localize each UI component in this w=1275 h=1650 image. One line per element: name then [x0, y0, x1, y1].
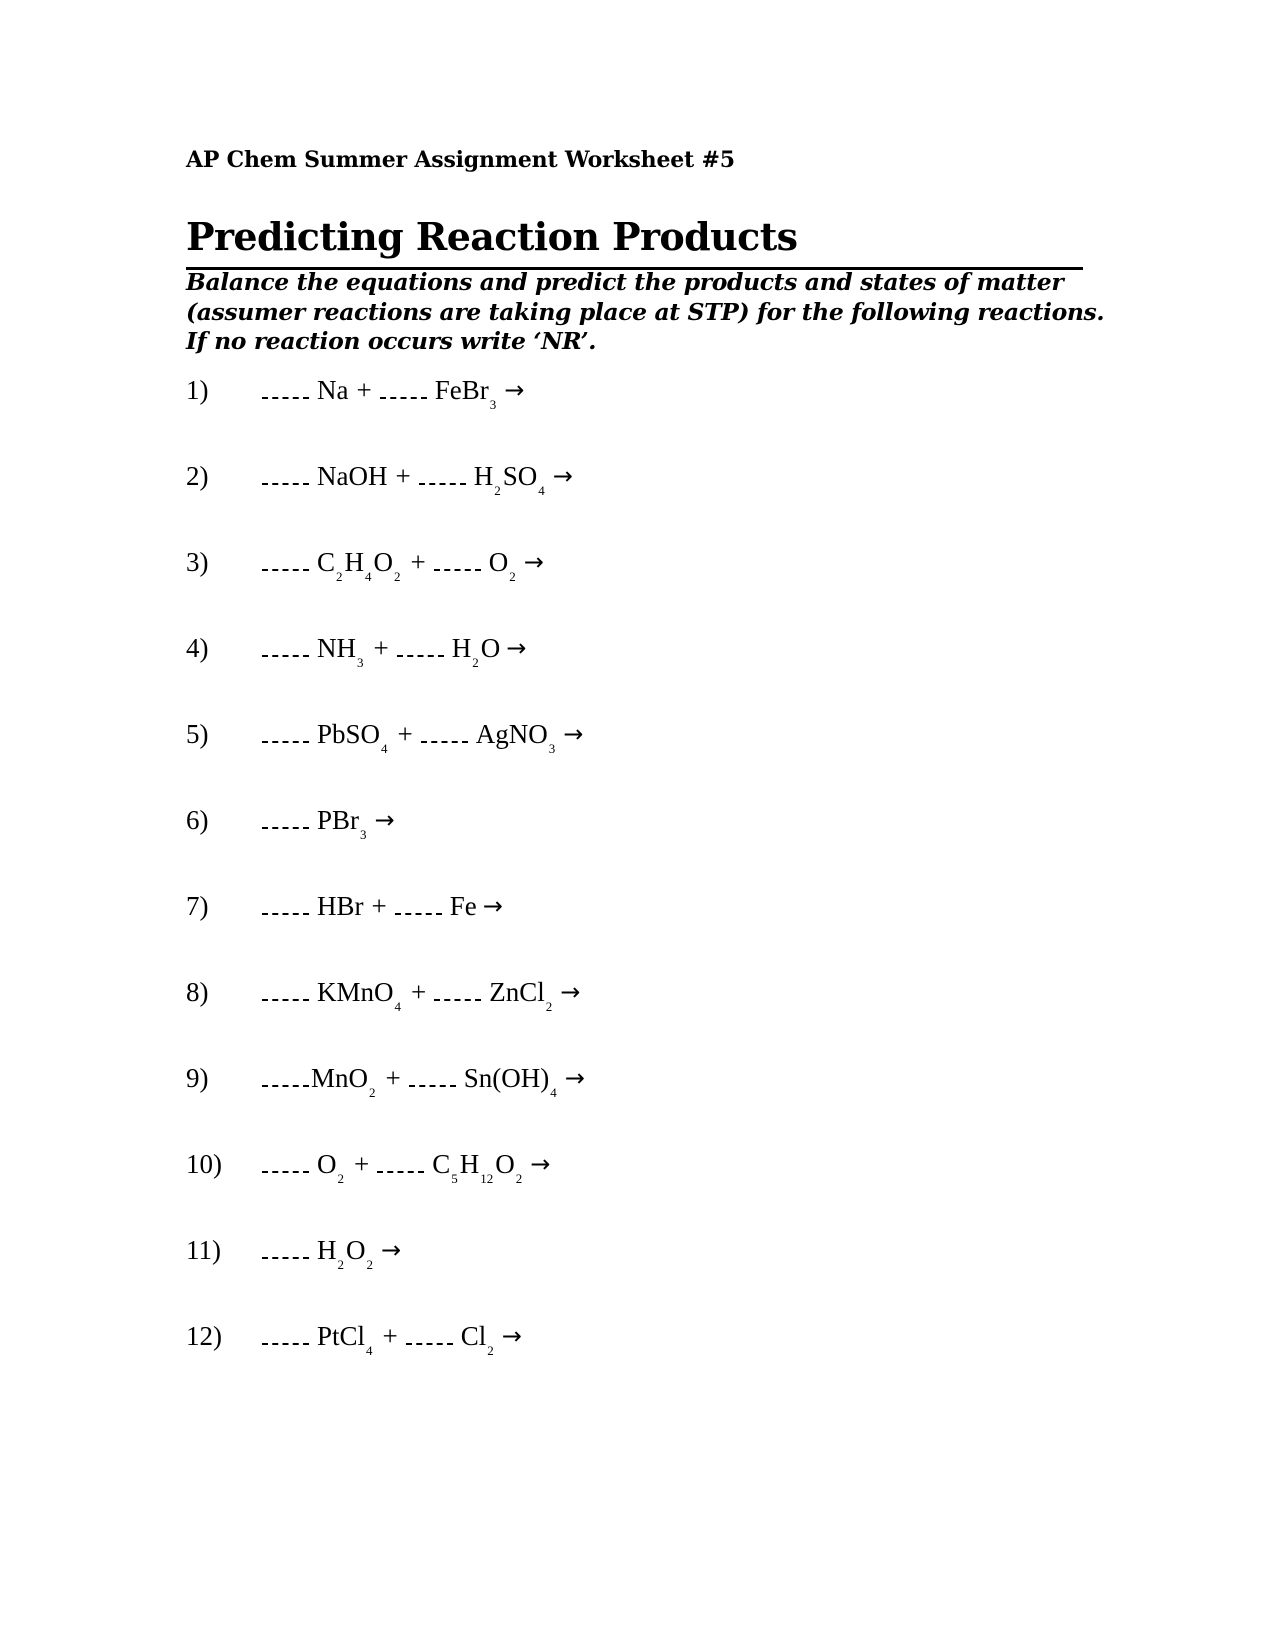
coefficient-blank: [262, 998, 309, 1001]
formula-text: Cl: [460, 1321, 487, 1351]
chemical-formula: [317, 805, 369, 842]
problem-number: 2): [186, 461, 209, 491]
formula-text: H: [317, 1235, 337, 1265]
reaction-equation: [262, 628, 526, 683]
chemical-formula: [434, 375, 499, 412]
reaction-arrow-icon: →: [374, 806, 395, 834]
problem-number: 6): [186, 805, 209, 835]
plus-sign: +: [397, 719, 413, 749]
reaction-arrow-icon: →: [563, 720, 584, 748]
plus-sign: +: [395, 461, 411, 491]
formula-subscript: 2: [515, 1171, 523, 1186]
formula-subscript: 4: [550, 1085, 557, 1100]
coefficient-blank: [409, 1084, 456, 1087]
problem-row: [186, 1058, 1086, 1098]
instructions: [186, 268, 1105, 357]
formula-subscript: 3: [360, 827, 367, 842]
coefficient-blank: [262, 1170, 309, 1173]
formula-text: Na: [317, 375, 349, 405]
plus-sign: +: [371, 891, 387, 921]
formula-text: SO: [502, 461, 538, 491]
formula-text: HBr: [317, 891, 364, 921]
coefficient-blank: [406, 1342, 453, 1345]
problem-number: 8): [186, 977, 209, 1007]
formula-subscript: 2: [337, 1257, 344, 1272]
chemical-formula: [475, 719, 558, 756]
chemical-formula: [473, 461, 547, 498]
problem-row: [186, 714, 1086, 754]
reaction-arrow-icon: →: [501, 1322, 522, 1350]
plus-sign: +: [410, 547, 426, 577]
plus-sign: +: [373, 633, 389, 663]
plus-sign: +: [356, 375, 372, 405]
instructions-line: If no reaction occurs write ‘NR’.: [186, 327, 597, 355]
reaction-equation: [262, 370, 524, 425]
formula-text: KMnO: [317, 977, 394, 1007]
formula-text: NH: [317, 633, 356, 663]
problem-row: [186, 542, 1086, 582]
coefficient-blank: [380, 396, 427, 399]
reaction-arrow-icon: →: [504, 376, 525, 404]
reaction-arrow-icon: →: [530, 1150, 551, 1178]
formula-text: O: [317, 1149, 337, 1179]
problem-row: [186, 1144, 1086, 1184]
formula-subscript: 2: [494, 483, 501, 498]
problem-number: 7): [186, 891, 209, 921]
chemical-formula: [488, 547, 518, 584]
formula-subscript: 3: [489, 397, 497, 412]
formula-subscript: 4: [366, 1343, 373, 1358]
problem-row: [186, 972, 1086, 1012]
formula-text: O: [480, 633, 501, 663]
reaction-equation: [262, 456, 573, 511]
formula-text: O: [373, 547, 394, 577]
formula-text: H: [473, 461, 494, 491]
reaction-arrow-icon: →: [552, 462, 573, 490]
chemical-formula: [463, 1063, 559, 1100]
formula-subscript: 5: [451, 1171, 458, 1186]
reaction-equation: [262, 542, 544, 597]
coefficient-blank: [434, 568, 481, 571]
formula-subscript: 2: [337, 1171, 344, 1186]
coefficient-blank: [262, 654, 309, 657]
plus-sign: +: [411, 977, 427, 1007]
formula-text: FeBr: [434, 375, 489, 405]
formula-subscript: 2: [472, 655, 479, 670]
plus-sign: +: [382, 1321, 398, 1351]
chemical-formula: [451, 633, 501, 670]
formula-subscript: 2: [336, 569, 343, 584]
problem-row: [186, 1316, 1086, 1356]
formula-text: H: [344, 547, 365, 577]
chemical-formula: [317, 891, 364, 921]
formula-subscript: 3: [357, 655, 364, 670]
formula-subscript: 4: [381, 741, 388, 756]
worksheet-header: AP Chem Summer Assignment Worksheet #5: [186, 147, 735, 173]
reaction-equation: [262, 714, 583, 769]
chemical-formula: [317, 1149, 346, 1186]
instructions-line: Balance the equations and predict the products and states of matter: [186, 268, 1064, 296]
coefficient-blank: [395, 912, 442, 915]
problem-row: [186, 456, 1086, 496]
chemical-formula: [317, 1321, 375, 1358]
problem-number: 11): [186, 1235, 221, 1265]
formula-text: H: [451, 633, 472, 663]
reaction-arrow-icon: →: [506, 634, 527, 662]
formula-text: NaOH: [317, 461, 388, 491]
coefficient-blank: [419, 482, 466, 485]
reaction-arrow-icon: →: [560, 978, 581, 1006]
reaction-equation: [262, 1316, 522, 1371]
formula-text: ZnCl: [489, 977, 545, 1007]
problem-number: 3): [186, 547, 209, 577]
reaction-equation: [262, 972, 580, 1027]
plus-sign: +: [385, 1063, 401, 1093]
problem-number: 9): [186, 1063, 209, 1093]
problem-row: [186, 628, 1086, 668]
coefficient-blank: [262, 482, 309, 485]
chemical-formula: [317, 547, 403, 584]
chemical-formula: [311, 1063, 378, 1100]
plus-sign: +: [354, 1149, 370, 1179]
coefficient-blank: [262, 396, 309, 399]
problem-number: 5): [186, 719, 209, 749]
chemical-formula: [317, 719, 390, 756]
problem-number: 10): [186, 1149, 222, 1179]
chemical-formula: [317, 1235, 375, 1272]
problem-number: 4): [186, 633, 209, 663]
coefficient-blank: [262, 1256, 309, 1259]
formula-subscript: 4: [394, 999, 402, 1014]
formula-text: Fe: [449, 891, 477, 921]
formula-text: Sn(OH): [463, 1063, 550, 1093]
reaction-arrow-icon: →: [381, 1236, 402, 1264]
reaction-arrow-icon: →: [564, 1064, 585, 1092]
chemical-formula: [460, 1321, 496, 1358]
reaction-arrow-icon: →: [482, 892, 503, 920]
formula-subscript: 2: [487, 1343, 494, 1358]
formula-text: H: [459, 1149, 480, 1179]
formula-text: O: [495, 1149, 515, 1179]
formula-text: PbSO: [317, 719, 381, 749]
coefficient-blank: [262, 826, 309, 829]
coefficient-blank: [434, 998, 481, 1001]
problem-row: [186, 1230, 1086, 1270]
chemical-formula: [317, 977, 403, 1014]
reaction-equation: [262, 1144, 550, 1199]
problem-row: [186, 370, 1086, 410]
formula-subscript: 2: [369, 1085, 376, 1100]
formula-subscript: 12: [480, 1171, 494, 1186]
formula-subscript: 4: [538, 483, 545, 498]
formula-text: O: [346, 1235, 366, 1265]
page-title: Predicting Reaction Products: [186, 214, 798, 259]
formula-subscript: 2: [366, 1257, 373, 1272]
chemical-formula: [317, 633, 366, 670]
problem-number: 1): [186, 375, 209, 405]
coefficient-blank: [377, 1170, 424, 1173]
problem-row: [186, 800, 1086, 840]
reaction-equation: [262, 886, 503, 927]
formula-subscript: 2: [394, 569, 401, 584]
formula-text: C: [317, 547, 336, 577]
reaction-arrow-icon: →: [523, 548, 544, 576]
coefficient-blank: [262, 1342, 309, 1345]
formula-text: MnO: [311, 1063, 369, 1093]
chemical-formula: [489, 977, 554, 1014]
formula-text: PBr: [317, 805, 360, 835]
instructions-line: (assumer reactions are taking place at STP) for the following reactions.: [186, 297, 1105, 326]
reaction-equation: [262, 1230, 401, 1285]
coefficient-blank: [421, 740, 468, 743]
formula-subscript: 3: [548, 741, 556, 756]
formula-subscript: 4: [365, 569, 372, 584]
reaction-equation: [262, 800, 395, 855]
chemical-formula: [317, 461, 387, 491]
formula-text: PtCl: [317, 1321, 366, 1351]
formula-subscript: 2: [545, 999, 553, 1014]
chemical-formula: [317, 375, 348, 405]
coefficient-blank: [262, 912, 309, 915]
formula-text: C: [432, 1149, 451, 1179]
formula-text: AgNO: [475, 719, 548, 749]
chemical-formula: [432, 1149, 524, 1186]
formula-text: O: [488, 547, 509, 577]
coefficient-blank: [262, 740, 309, 743]
coefficient-blank: [262, 568, 309, 571]
coefficient-blank: [397, 654, 444, 657]
problem-row: [186, 886, 1086, 926]
chemical-formula: [450, 891, 477, 921]
problem-number: 12): [186, 1321, 222, 1351]
reaction-equation: [262, 1058, 585, 1113]
formula-subscript: 2: [509, 569, 516, 584]
coefficient-blank: [262, 1084, 309, 1087]
